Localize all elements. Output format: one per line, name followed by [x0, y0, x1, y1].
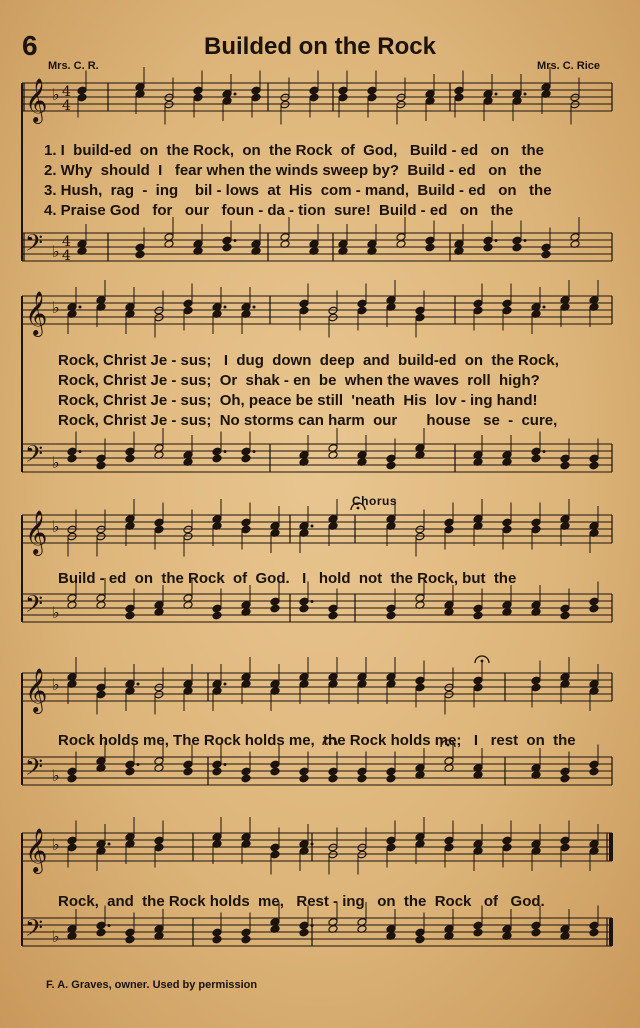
- note-head: [212, 454, 222, 463]
- chorus-line-1: Build - ed on the Rock of God. I hold not the Rock, but the: [58, 570, 517, 587]
- time-signature-icon: 4: [62, 234, 71, 250]
- dot: [224, 683, 227, 686]
- fermata-icon: [481, 660, 484, 663]
- note-head: [560, 461, 570, 470]
- dot: [543, 450, 546, 453]
- flat-icon: ♭: [52, 298, 60, 317]
- verse-2-line-1: 2. Why should I fear when the winds sweep by? Build - ed on the: [44, 162, 542, 179]
- dot: [224, 450, 227, 453]
- treble-clef-icon: 𝄞: [25, 828, 48, 872]
- note-head: [299, 604, 309, 613]
- note-head: [67, 774, 77, 783]
- bass-clef-icon: 𝄢: [25, 590, 44, 623]
- note-head: [241, 935, 251, 944]
- dot: [253, 306, 256, 309]
- note-head: [125, 935, 135, 944]
- copyright-footer: F. A. Graves, owner. Used by permission: [46, 979, 258, 991]
- bass-clef-icon: 𝄢: [25, 914, 44, 947]
- note-head: [125, 454, 135, 463]
- music-credit: Mrs. C. Rice: [537, 60, 600, 72]
- note-head: [241, 454, 251, 463]
- note-head: [241, 774, 251, 783]
- time-signature-icon: 4: [62, 84, 71, 100]
- note-head: [589, 767, 599, 776]
- treble-clef-icon: 𝄞: [25, 510, 48, 554]
- note-head: [589, 604, 599, 613]
- bass-clef-icon: 𝄢: [25, 229, 44, 262]
- note-head: [483, 243, 493, 252]
- dot: [495, 239, 498, 242]
- treble-clef-icon: 𝄞: [25, 78, 48, 122]
- note-head: [386, 611, 396, 620]
- note-head: [589, 928, 599, 937]
- note-head: [473, 611, 483, 620]
- verse-2-line-2: Rock, Christ Je - sus; Or shak - en be when the waves roll high?: [58, 372, 540, 389]
- note-head: [183, 767, 193, 776]
- note-head: [299, 774, 309, 783]
- dot: [253, 450, 256, 453]
- verse-1-line-1: 1. I build-ed on the Rock, on the Rock of God, Build - ed on the: [44, 142, 545, 159]
- note-head: [415, 935, 425, 944]
- verse-4-line-1: 4. Praise God for our foun - da - tion sure! Build - ed on the: [44, 202, 514, 219]
- note-head: [386, 461, 396, 470]
- note-head: [270, 767, 280, 776]
- dot: [234, 239, 237, 242]
- note-head: [212, 935, 222, 944]
- dot: [524, 239, 527, 242]
- flat-icon: ♭: [52, 766, 60, 785]
- dot: [234, 93, 237, 96]
- verse-1-line-2: Rock, Christ Je - sus; I dug down deep and build-ed on the Rock,: [58, 352, 559, 369]
- flat-icon: ♭: [52, 517, 60, 536]
- flat-icon: ♭: [52, 835, 60, 854]
- dot: [311, 843, 314, 846]
- dot: [224, 306, 227, 309]
- time-signature-icon: 4: [62, 98, 71, 114]
- note-head: [222, 243, 232, 252]
- chorus-label: Chorus: [352, 494, 397, 508]
- note-head: [560, 774, 570, 783]
- bass-clef-icon: 𝄢: [25, 440, 44, 473]
- note-head: [328, 611, 338, 620]
- time-signature-icon: 4: [62, 248, 71, 264]
- flat-icon: ♭: [52, 242, 60, 261]
- dot: [79, 306, 82, 309]
- flat-icon: ♭: [52, 927, 60, 946]
- dot: [495, 93, 498, 96]
- verse-4-line-2: Rock, Christ Je - sus; No storms can harm our house se - cure,: [58, 412, 558, 429]
- flat-icon: ♭: [52, 675, 60, 694]
- note-head: [541, 250, 551, 259]
- note-head: [512, 243, 522, 252]
- note-head: [125, 767, 135, 776]
- dot: [224, 763, 227, 766]
- dot: [543, 306, 546, 309]
- note-head: [270, 604, 280, 613]
- note-head: [96, 928, 106, 937]
- note-head: [96, 461, 106, 470]
- flat-icon: ♭: [52, 453, 60, 472]
- chorus-line-2: Rock holds me, The Rock holds me, the Rock holds me; I rest on the: [58, 732, 576, 749]
- dot: [311, 924, 314, 927]
- bass-clef-icon: 𝄢: [25, 753, 44, 786]
- note-head: [212, 767, 222, 776]
- note-head: [560, 611, 570, 620]
- note-head: [135, 250, 145, 259]
- verse-3-line-2: Rock, Christ Je - sus; Oh, peace be still 'neath His lov - ing hand!: [58, 392, 538, 409]
- note-head: [386, 774, 396, 783]
- dot: [524, 93, 527, 96]
- note-head: [589, 461, 599, 470]
- dot: [108, 843, 111, 846]
- treble-clef-icon: 𝄞: [25, 291, 48, 335]
- note-head: [531, 454, 541, 463]
- dot: [108, 924, 111, 927]
- page-number: 6: [22, 30, 38, 61]
- flat-icon: ♭: [52, 603, 60, 622]
- dot: [137, 683, 140, 686]
- treble-clef-icon: 𝄞: [25, 668, 48, 712]
- dot: [79, 450, 82, 453]
- note-head: [473, 928, 483, 937]
- note-head: [531, 928, 541, 937]
- final-barline: [609, 918, 613, 946]
- words-credit: Mrs. C. R.: [48, 60, 99, 72]
- note-head: [212, 611, 222, 620]
- note-head: [67, 454, 77, 463]
- note-head: [425, 243, 435, 252]
- note-head: [328, 774, 338, 783]
- dot: [311, 600, 314, 603]
- chorus-line-3: Rock, and the Rock holds me, Rest - ing on the Rock of God.: [58, 893, 545, 910]
- note-head: [125, 611, 135, 620]
- dot: [311, 525, 314, 528]
- final-barline: [609, 833, 613, 861]
- flat-icon: ♭: [52, 85, 60, 104]
- note-head: [299, 928, 309, 937]
- verse-3-line-1: 3. Hush, rag - ing bil - lows at His com - mand, Build - ed on the: [44, 182, 552, 199]
- hymn-title: Builded on the Rock: [203, 33, 436, 60]
- dot: [137, 763, 140, 766]
- note-head: [357, 774, 367, 783]
